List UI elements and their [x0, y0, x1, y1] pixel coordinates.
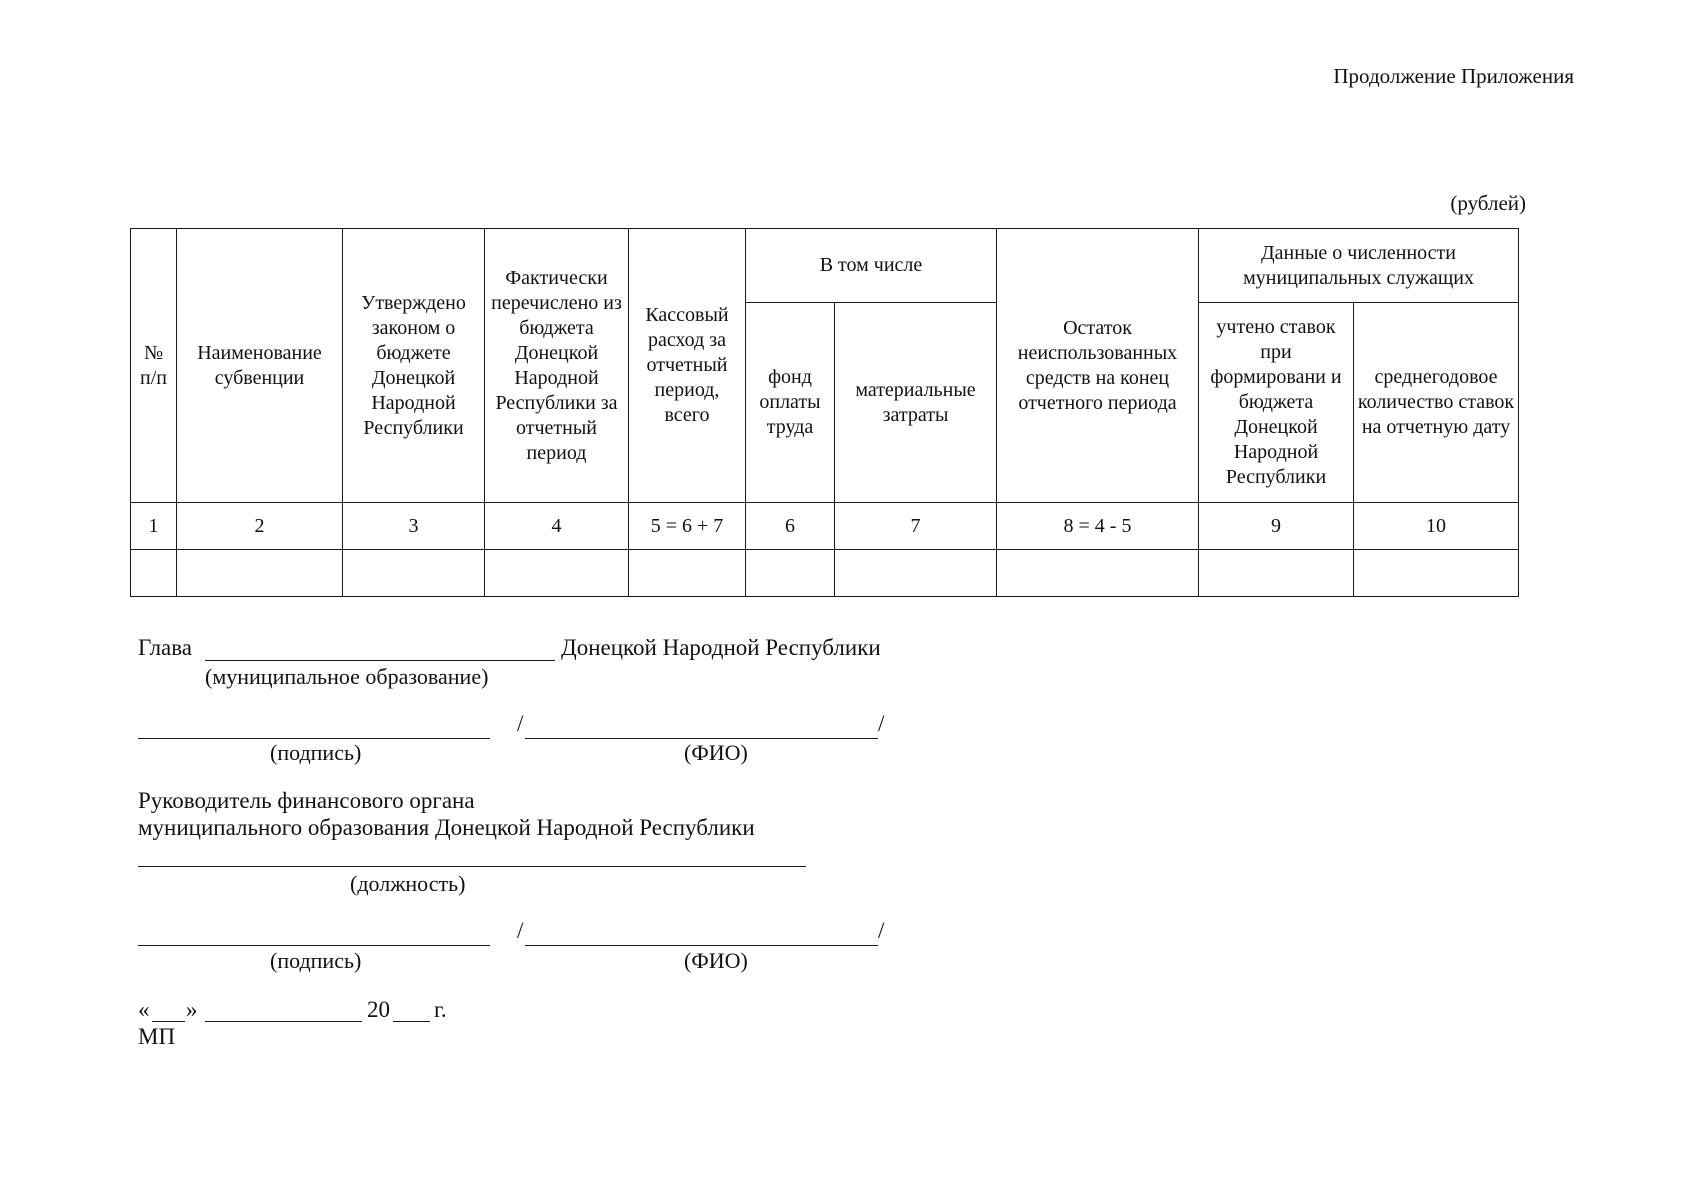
- column-number-cell: 2: [177, 503, 343, 550]
- column-number-cell: 9: [1199, 503, 1354, 550]
- empty-cell: [485, 550, 629, 597]
- date-month-line: [205, 1021, 362, 1022]
- table-row: [131, 550, 1519, 597]
- finance-name-caption: (ФИО): [684, 948, 748, 973]
- finance-name-line: [525, 945, 878, 946]
- column-number-cell: 3: [343, 503, 485, 550]
- col-header-remainder: Остаток неиспользованных средств на конец отчетного периода: [997, 229, 1199, 503]
- municipality-caption: (муниципальное образование): [205, 664, 489, 689]
- empty-cell: [997, 550, 1199, 597]
- date-year-line: [393, 1021, 430, 1022]
- col-header-name: Наименование субвенции: [177, 229, 343, 503]
- column-number-cell: 8 = 4 - 5: [997, 503, 1199, 550]
- empty-cell: [343, 550, 485, 597]
- column-number-cell: 5 = 6 + 7: [629, 503, 746, 550]
- slash-separator: /: [878, 918, 885, 943]
- appendix-continuation: Продолжение Приложения: [1333, 64, 1574, 88]
- empty-cell: [629, 550, 746, 597]
- municipality-blank-line: [205, 660, 555, 661]
- column-number-cell: 7: [835, 503, 997, 550]
- head-label: Глава: [138, 635, 193, 660]
- column-number-cell: 10: [1354, 503, 1519, 550]
- finance-head-title: Руководитель финансового органа: [138, 788, 475, 813]
- col-header-cash-expense: Кассовый расход за отчетный период, всего: [629, 229, 746, 503]
- column-number-cell: 4: [485, 503, 629, 550]
- report-table: [130, 228, 1519, 597]
- col-header-payroll: фонд оплаты труда: [746, 303, 835, 503]
- empty-cell: [835, 550, 997, 597]
- col-header-approved: Утверждено законом о бюджете Донецкой Народной Республики: [343, 229, 485, 503]
- head-signature-caption: (подпись): [270, 740, 362, 765]
- date-open-quote: «: [138, 997, 150, 1022]
- head-signature-line: [138, 738, 490, 739]
- finance-head-municipality: муниципального образования Донецкой Народной Республики: [138, 815, 755, 840]
- empty-cell: [1354, 550, 1519, 597]
- column-number-cell: 1: [131, 503, 177, 550]
- col-header-including: В том числе: [746, 229, 997, 303]
- date-day-line: [152, 1021, 185, 1022]
- empty-cell: [177, 550, 343, 597]
- slash-separator: /: [517, 918, 524, 943]
- col-header-material: материальные затраты: [835, 303, 997, 503]
- head-name-caption: (ФИО): [684, 740, 748, 765]
- position-blank-line: [138, 866, 806, 867]
- column-number-row: [131, 503, 1519, 550]
- col-header-number: № п/п: [131, 229, 177, 503]
- slash-separator: /: [878, 711, 885, 736]
- finance-signature-caption: (подпись): [270, 948, 362, 973]
- slash-separator: /: [517, 711, 524, 736]
- col-header-rates-planned: учтено ставок при формировани и бюджета Донецкой Народной Республики: [1199, 303, 1354, 503]
- units-label: (рублей): [1450, 191, 1526, 215]
- date-close-quote: »: [186, 997, 198, 1022]
- year-suffix: г.: [434, 997, 447, 1022]
- col-header-rates-average: среднегодовое количество ставок на отчетную дату: [1354, 303, 1519, 503]
- empty-cell: [1199, 550, 1354, 597]
- empty-cell: [746, 550, 835, 597]
- head-republic-label: Донецкой Народной Республики: [561, 635, 881, 660]
- position-caption: (должность): [350, 871, 466, 896]
- head-name-line: [525, 738, 878, 739]
- year-prefix: 20: [367, 997, 390, 1022]
- finance-signature-line: [138, 945, 490, 946]
- column-number-cell: 6: [746, 503, 835, 550]
- col-header-transferred: Фактически перечислено из бюджета Донецкой Народной Республики за отчетный период: [485, 229, 629, 503]
- stamp-place-label: МП: [138, 1024, 176, 1049]
- col-header-staff-data: Данные о численности муниципальных служащих: [1199, 229, 1519, 303]
- empty-cell: [131, 550, 177, 597]
